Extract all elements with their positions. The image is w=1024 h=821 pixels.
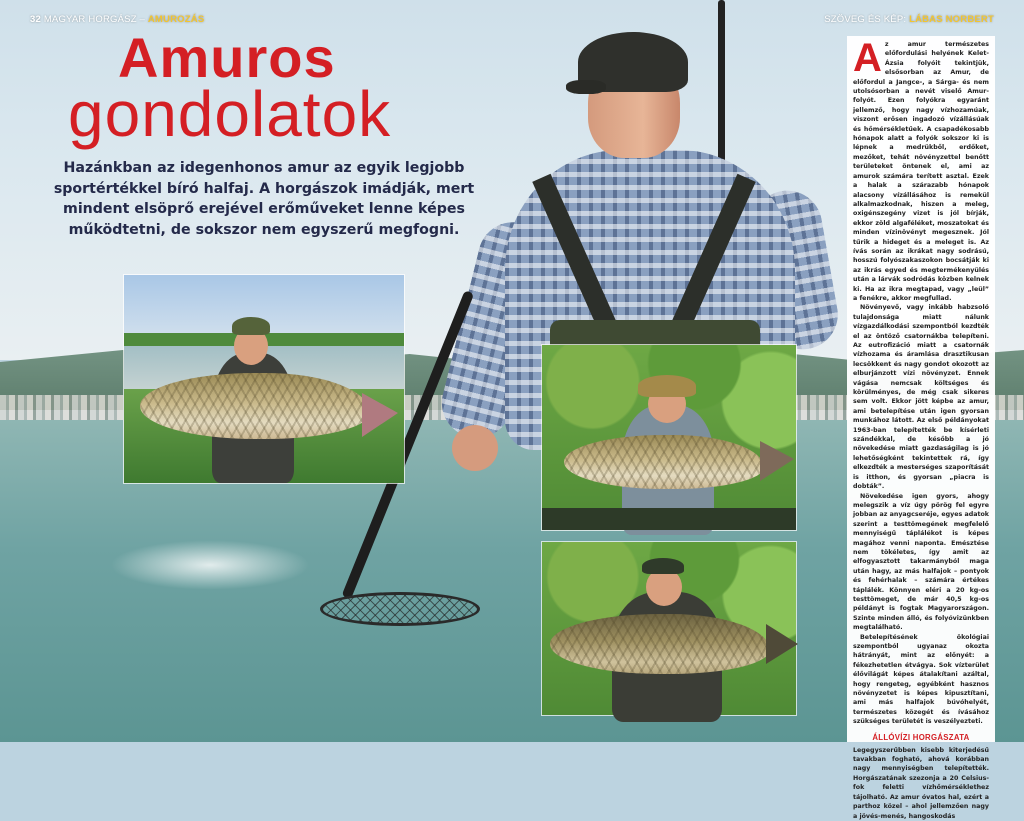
section-name: AMUROZÁS — [147, 14, 205, 25]
article-text-column — [847, 36, 995, 820]
page-number: 32 — [30, 14, 41, 25]
magazine-name: MAGYAR HORGÁSZ — [43, 14, 137, 25]
drop-cap: A — [853, 36, 882, 80]
running-header-right — [824, 14, 994, 25]
water-splash — [110, 540, 310, 590]
author-name: LÁBAS NORBERT — [909, 14, 994, 25]
article-lead: Hazánkban az idegenhonos amur az egyik legjobb sportértékkel bíró halfaj. A horgászok imádják, mert mindent elsöprő erejével erőműveket lenne képes működtetni, de sokszor nem egyszerű megfogni. — [53, 160, 475, 238]
article-title-line-2: gondolatok — [68, 78, 392, 150]
credit-prefix: SZÖVEG ÉS KÉP: — [824, 14, 907, 25]
photo-angler-bush-hat — [541, 344, 797, 531]
article-paragraph-3: Növekedése igen gyors, ahogy melegszik a víz úgy pörög fel egyre jobban az anyagcseréje, egyes adatok szerint a testtömegének megfelelő mennyiségű táplálékot is képes magához venni naponta. Emésztése nem tökéletes, így amit az elfogyasztott takarmányból maga után hagy, az más halfajok – pontyok és fehérhalak – számára értékes táplálék. Könnyen eléri a 20 kg-os testtömeget, de már 40,5 kg-os példányt is fogtak Magyarországon. Szinte minden álló, és folyóvizünkben megtalálható. — [853, 492, 989, 632]
running-header-left — [30, 14, 204, 25]
photo-angler-waders — [541, 541, 797, 716]
header-separator: – — [139, 14, 146, 25]
article-paragraph-5: Legegyszerűbben kisebb kiterjedésű tavakban fogható, ahová korábban nagy mennyiségben telepítették. Horgászatának szezonja a 20 Celsius-fok feletti vízhőmérséklethez tájolható. Az amur óvatos hal, ezért a parthoz közel – ahol jellemzően nagy a jövés-menés, hangoskodás — [853, 746, 989, 820]
article-subheading: ÁLLÓVÍZI HORGÁSZATA — [872, 732, 970, 742]
article-paragraph-4: Betelepítésének ökológiai szempontból ugyanaz okozta hátrányát, mint az előnyét: a fékezhetetlen étvágya. Sok vízterület élővilágát képes átalakítani azáltal, hogy rengeteg, egyébként hasznos növényzetet is képes kipusztítani, ami más halfajok búvóhelyét, természetes közegét és ívásához szükséges területét is veszélyezteti. — [853, 633, 989, 726]
photo-angler-lake — [123, 274, 405, 484]
article-paragraph-1: Az amur természetes előfordulási helyének Kelet-Ázsia folyóit tekintjük, elsősorban az Amur, de előfordul a Jangce-, a Sárga- és nem utolsósorban a nevét viselő Amur-folyót. Ezen folyókra egyaránt jellemző, hogy nagy vízhozamúak, viszont erősen ingadozó vízállásúak és hőmérsékletűek. A csapadékosabb hónapok alatt a folyók sokszor ki is lépnek a medrükből, erdőket, mezőket, tehát növényzettel benőtt területeket öntenek el, ami az amurok számára terített asztal. Ezek a halak a szárazabb hónapok alacsony vízállásához is remekül alkalmazkodnak, hiszen a meleg, oxigénszegény vizet is jól bírják, ekkor zöld algaféléket, moszatokat és minden vízinövényt megesznek. Jól tűrik a hideget és a meleget is. Az ívás során az ikrákat nagy sodrású, hosszú folyószakaszokon bocsátják ki az ikrás egyed és megtermékenyülés után a lárvák sodródás közben kelnek ki. Ha az ikra megtapad, vagy „leül” a fenékre, akkor megfullad. — [853, 36, 989, 302]
article-paragraph-2: Növényevő, vagy inkább habzsoló tulajdonsága miatt nálunk vízgazdálkodási szempontból kezdték el az öntöző csatornákba telepíteni. Az eutrofizáció miatt a csatornák vízhozama és áramlása drasztikusan lecsökkent és nagy gondot okozott az elburjánzott vízi növényzet. Ennek vágása nemcsak költséges és körülményes, de még csak sikeres sem volt. Ekkor jött képbe az amur, ami betelepítése után igen gyorsan munkához látott. Az első példányokat 1963-ban telepítették be kísérleti szándékkal, de később a jó növekedése miatt gazdaságilag is jó lehetőségként tekintettek rá, így elkezdték a mesterséges szaporítását is itthon, és gyorsan „piacra is dobták”. — [853, 304, 989, 491]
article-title-line-1: Amuros — [118, 26, 336, 89]
landing-net — [320, 592, 480, 626]
